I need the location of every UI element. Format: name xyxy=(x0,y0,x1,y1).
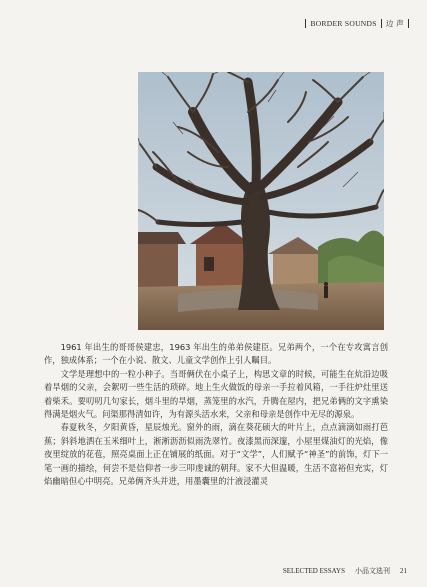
page-number: 21 xyxy=(400,567,407,575)
page-footer xyxy=(283,566,407,576)
paragraph: 1961 年出生的哥哥侯建忠，1963 年出生的弟弟侯建臣。兄弟两个，一个在专攻寓言创作，独成体系；一个在小说、散文、儿童文学创作上引人瞩目。 xyxy=(44,342,388,366)
section-title-en: BORDER SOUNDS xyxy=(310,19,377,28)
header-divider xyxy=(408,19,409,28)
paragraph: 春夏秋冬，夕阳黄昏，星辰烛光。窗外的雨，滴在葵花硕大的叶片上，点点滴滴如雨打芭蕉；斜斜地洒在玉米细叶上，淅淅沥沥似雨洗翠竹。夜漆黑而深邃，小屋里煤油灯的光焰，像夜里绽放的花苞，照亮桌面上正在铺展的纸面。对于“文学”，人们赋予“神圣”的前饰，灯下一笔一画的描绘，何尝不是信仰者一步三叩虔诚的朝拜。家不大但温暖，生活不富裕但充实，灯焰幽暗但心中明亮。兄弟俩齐头并进，用墨囊里的汁液浸灌灵 xyxy=(44,422,388,487)
tree-photo-illustration xyxy=(138,72,384,330)
paragraph: 文学是理想中的一粒小种子。当哥俩伏在小桌子上，构思文章的时候，可能生在炕沿边吸着旱烟的父亲，会絮叨一些生活的琐碎。地上生火做饭的母亲一手拉着风箱，一手往炉灶里送着柴禾。要叨叨几句家长，烟斗里的旱烟，蒸笼里的水汽，升腾在屋内，把兄弟俩的文字熏染得满是烟火气。问渠那得清如许，为有源头活水来，父亲和母亲是创作中无尽的源泉。 xyxy=(44,368,388,420)
tree-photo xyxy=(138,72,384,330)
running-header xyxy=(305,18,409,29)
header-divider xyxy=(381,19,382,28)
header-divider xyxy=(305,19,306,28)
section-title-cn: 边 声 xyxy=(385,19,404,28)
magazine-name-en: SELECTED ESSAYS xyxy=(282,567,345,575)
magazine-name-cn: 小品文选刊 xyxy=(355,567,390,575)
article-body xyxy=(44,341,388,488)
